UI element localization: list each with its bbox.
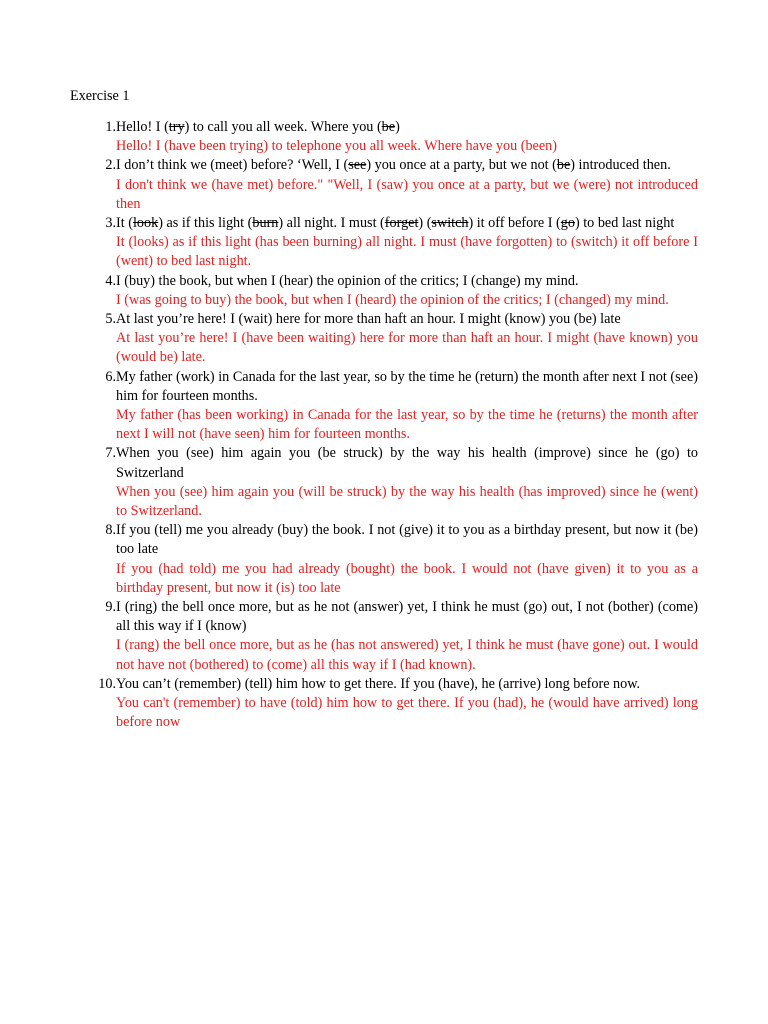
exercise-item — [70, 598, 698, 675]
question-segment: ) to call you all week. Where you ( — [184, 119, 382, 135]
question-segment: I (ring) the bell once more, but as he not (answer) yet, I think he must (go) out, I not (bother) (come) all this way if I (know) — [116, 599, 698, 635]
answer-text: I (rang) the bell once more, but as he (has not answered) yet, I think he must (have gone) out. I would not have not (bothered) to (come) all this way if I (had known). — [116, 637, 698, 673]
exercise-item — [70, 521, 698, 598]
struck-word: be — [556, 157, 571, 174]
item-number-text: 8. — [105, 522, 116, 539]
exercise-item — [70, 675, 698, 733]
item-number-text: 5. — [105, 311, 116, 328]
item-number-text: 3. — [105, 215, 116, 232]
item-number-text: 10. — [98, 675, 116, 692]
exercise-item — [70, 214, 698, 272]
item-number-text: 2. — [105, 157, 116, 174]
question-segment: ) to bed last night — [574, 215, 675, 232]
question-segment: ) introduced then. — [570, 157, 671, 174]
answer-text: My father (has been working) in Canada for the last year, so by the time he (returns) the month after next I will not (have seen) him for fourteen months. — [116, 407, 698, 443]
exercise-title: Exercise 1 — [70, 88, 130, 104]
struck-word: see — [348, 157, 367, 174]
item-number-text: 6. — [105, 368, 116, 385]
question-segment: ) it off before I ( — [468, 215, 561, 232]
question-text — [116, 214, 698, 233]
item-number — [70, 675, 116, 694]
item-body — [116, 368, 698, 445]
question-segment: ) all night. I must ( — [278, 215, 385, 232]
item-number — [70, 521, 116, 540]
question-segment: At last you’re here! I (wait) here for more than haft an hour. I might (know) you (be) late — [116, 311, 621, 328]
question-segment: It ( — [116, 215, 133, 232]
exercise-item — [70, 310, 698, 368]
struck-word: burn — [252, 215, 279, 232]
item-number — [70, 272, 116, 291]
answer-text: It (looks) as if this light (has been burning) all night. I must (have forgotten) to (switch) it off before I (went) to bed last night. — [116, 234, 698, 270]
item-number-text: 9. — [105, 599, 116, 616]
struck-word: forget — [384, 215, 419, 232]
struck-word: go — [560, 215, 575, 232]
answer-text: If you (had told) me you had already (bought) the book. I would not (have given) it to you as a birthday present, but now it (is) too late — [116, 560, 698, 596]
question-text — [116, 598, 698, 636]
exercise-item — [70, 272, 698, 310]
item-number-text: 1. — [105, 119, 116, 135]
question-text — [116, 521, 698, 559]
item-body — [116, 444, 698, 521]
question-segment: Hello! I ( — [116, 119, 169, 135]
struck-word: look — [132, 215, 159, 232]
struck-word: be — [381, 119, 396, 135]
answer-text: I don't think we (have met) before." "Well, I (saw) you once at a party, but we (were) not introduced then — [116, 176, 698, 212]
answer-text: When you (see) him again you (will be struck) by the way his health (has improved) since he (went) to Switzerland. — [116, 483, 698, 520]
question-segment: If you (tell) me you already (buy) the book. I not (give) it to you as a birthday present, but now it (be) too late — [116, 522, 698, 558]
question-segment: ) as if this light ( — [158, 215, 253, 232]
answer-text: You can't (remember) to have (told) him how to get there. If you (had), he (would have arrived) long before now — [116, 695, 698, 731]
item-body — [116, 310, 698, 368]
item-number — [70, 310, 116, 329]
question-text — [116, 444, 698, 482]
answer-text: I (was going to buy) the book, but when I (heard) the opinion of the critics; I (changed) my mind. — [116, 291, 669, 308]
item-number — [70, 118, 116, 137]
question-segment: When you (see) him again you (be struck) by the way his health (improve) since he (go) to Switzerland — [116, 445, 698, 481]
item-number — [70, 598, 116, 617]
exercise-item — [70, 444, 698, 521]
item-body — [116, 521, 698, 598]
question-segment: You can’t (remember) (tell) him how to get there. If you (have), he (arrive) long before now. — [116, 675, 641, 692]
question-text — [116, 156, 698, 175]
answer-text: At last you’re here! I (have been waiting) here for more than haft an hour. I might (have known) you (would be) late. — [116, 330, 698, 366]
question-segment: I (buy) the book, but when I (hear) the opinion of the critics; I (change) my mind. — [116, 272, 579, 289]
item-body — [116, 156, 698, 214]
question-segment: ) — [395, 119, 400, 135]
struck-word: try — [168, 119, 185, 135]
exercise-item — [70, 118, 698, 156]
item-number — [70, 368, 116, 387]
item-number — [70, 156, 116, 175]
question-segment: I don’t think we (meet) before? ‘Well, I ( — [116, 157, 349, 174]
exercise-item — [70, 368, 698, 445]
question-segment: ) ( — [418, 215, 432, 232]
item-body — [116, 214, 698, 272]
item-body — [116, 272, 698, 310]
item-number — [70, 214, 116, 233]
question-segment: ) you once at a party, but we not ( — [366, 157, 557, 174]
item-number-text: 7. — [105, 445, 116, 462]
question-text — [116, 368, 698, 406]
answer-text: Hello! I (have been trying) to telephone you all week. Where have you (been) — [116, 138, 557, 155]
question-text — [116, 675, 698, 694]
item-body — [116, 675, 698, 733]
struck-word: switch — [431, 215, 469, 232]
question-text — [116, 310, 698, 329]
exercise-item — [70, 156, 698, 214]
item-number-text: 4. — [105, 272, 116, 289]
question-segment: My father (work) in Canada for the last year, so by the time he (return) the month after next I not (see) him for fourteen months. — [116, 368, 698, 404]
item-number — [70, 444, 116, 463]
question-text — [116, 118, 698, 137]
item-body — [116, 118, 698, 156]
question-text — [116, 272, 698, 291]
exercise-list — [70, 118, 698, 733]
item-body — [116, 598, 698, 675]
